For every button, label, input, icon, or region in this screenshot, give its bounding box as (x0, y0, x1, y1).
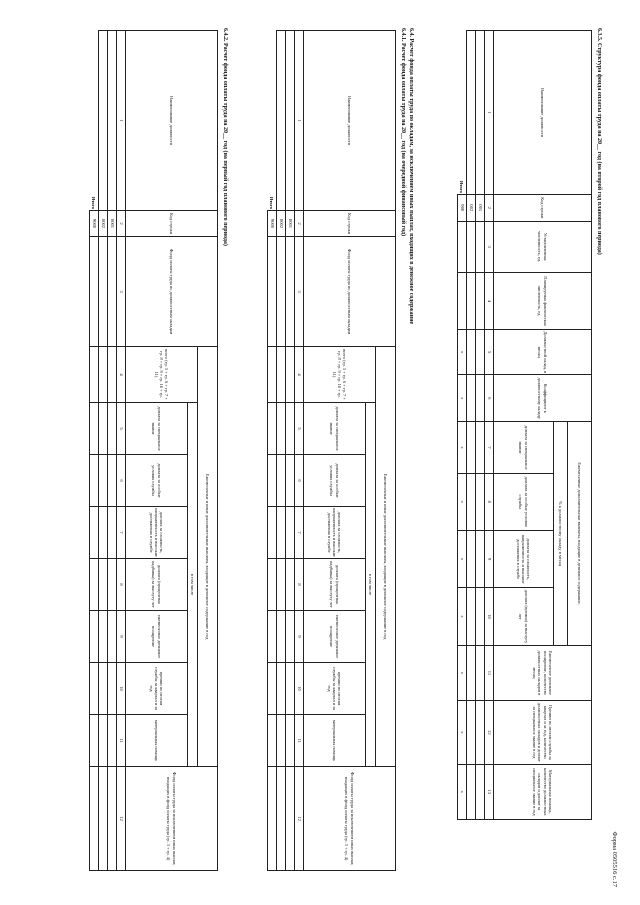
column-number: 10 (485, 588, 494, 645)
column-number: 4 (117, 347, 126, 403)
header-seniority-pay: доплата (премия) за выслугу лет (494, 588, 554, 645)
header-planned-count: Планируемая фактическая численность, ед. (494, 272, 592, 329)
header-special-conditions-pay: доплата за особые условия службы (494, 473, 554, 530)
header-quarterly-bonus: премии по итогам службы за квартал и за год (304, 663, 366, 715)
section-title-6-4-1: 6.4.1. Расчет фонда оплаты труда на 20__ год (на очередной финансовый год) (400, 28, 406, 237)
column-number: 10 (117, 663, 126, 715)
column-number: 13 (485, 764, 494, 819)
header-line-code: Код строки (304, 211, 396, 237)
x-mark: x (458, 588, 467, 645)
table-row (467, 31, 476, 820)
total-row (268, 31, 277, 871)
line-code: 0001 (286, 211, 295, 237)
x-mark: x (458, 422, 467, 473)
header-percent-of-salary: % к должностному окладу в месяц (554, 422, 568, 645)
line-code: 001 (476, 194, 485, 221)
header-material-aid: материальная помощь (304, 715, 366, 767)
total-label: Итого (458, 31, 467, 195)
header-salary-fund: Фонд оплаты труда по должностным окладам (304, 237, 396, 347)
header-total-sum: всего (гр. 5 + гр. 6 + гр. 7 + гр. 8 + гр. 9 + гр. 10 + гр. 11) (304, 347, 376, 403)
header-monthly-extra-payments: Ежемесячные дополнительные выплаты, входящие в денежное содержание, (568, 422, 592, 645)
table-row (277, 31, 286, 871)
column-number: 5 (117, 403, 126, 455)
total-row (90, 31, 99, 871)
header-seniority-pay: доплата (процентная надбавка) за выслугу лет (304, 559, 366, 611)
header-material-aid: материальная помощь (126, 715, 188, 767)
column-number: 5 (295, 403, 304, 455)
header-including: в том числе (366, 403, 376, 767)
header-fund-excluding-other: Фонд оплаты труда за исключением иных выплат, входящих в фонд оплаты труда (гр. 3 + гр. 4) (304, 767, 396, 871)
header-total-sum: всего (гр. 5 + гр. 6 + гр. 7 + гр. 8 + гр. 9 + гр. 10 + гр. 11) (126, 347, 198, 403)
section-title-6-4: 6.4. Расчет фонда оплаты труда по окладам, за исключением иных выплат, входящих в денежное содержание (408, 28, 414, 325)
column-number: 8 (117, 559, 126, 611)
column-number: 6 (485, 375, 494, 422)
header-special-rank-pay: доплата за специальное звание (494, 422, 554, 473)
header-line-code: Код строки (126, 211, 218, 237)
column-number: 3 (117, 237, 126, 347)
header-monthly-bonus: ежемесячное денежное поощрение (304, 611, 366, 663)
header-monthly-extra-payments: Ежемесячные и иные дополнительные выплаты, входящие в денежное содержание в год (198, 347, 218, 767)
header-line-code: Код строки (494, 194, 592, 221)
column-number: 8 (485, 473, 494, 530)
column-number: 3 (295, 237, 304, 347)
header-salary-fund: Фонд оплаты труда по должностным окладам (126, 237, 218, 347)
header-fund-excluding-other: Фонд оплаты труда за исключением иных выплат, входящих в фонд оплаты труда (гр. 3 + гр. 4) (126, 767, 218, 871)
column-number: 11 (295, 715, 304, 767)
header-salary-coefficient: Коэффициент к должностному окладу (494, 375, 592, 422)
header-quarterly-bonus: Премии по итогам службы за квартал и за год, количество должностных окладов и доплат за специальное звание в год (494, 701, 592, 765)
column-number: 2 (117, 211, 126, 237)
header-monthly-extra-payments: Ежемесячные и иные дополнительные выплаты, входящие в денежное содержание в год (376, 347, 396, 767)
column-number: 6 (117, 455, 126, 507)
column-number: 2 (485, 194, 494, 221)
x-mark: x (458, 645, 467, 700)
salary-fund-table-current-year (267, 30, 396, 871)
table-row (99, 31, 108, 871)
header-quarterly-bonus: премии по итогам службы за квартал и за год (126, 663, 188, 715)
line-code: 0002 (99, 211, 108, 237)
column-number: 1 (485, 31, 494, 195)
header-monthly-bonus: ежемесячное денежное поощрение (126, 611, 188, 663)
column-number: 12 (295, 767, 304, 871)
header-complexity-pay: доплата за сложность, напряженность и высокие достижения в службе (126, 507, 188, 559)
header-position: Наименование должности (126, 31, 218, 211)
header-position: Наименование должности (494, 31, 592, 195)
header-special-rank-pay: доплата за специальное звание (126, 403, 188, 455)
column-number: 3 (485, 221, 494, 272)
header-monthly-salary: Должностной оклад, в месяц (494, 330, 592, 375)
x-mark: x (458, 375, 467, 422)
column-number: 7 (295, 507, 304, 559)
header-complexity-pay: доплата за сложность, напряженность и высокие достижения в службе (494, 530, 554, 587)
column-number: 2 (295, 211, 304, 237)
header-complexity-pay: доплата за сложность, напряженность и высокие достижения в службе (304, 507, 366, 559)
line-code: 0001 (108, 211, 117, 237)
x-mark: x (458, 473, 467, 530)
header-monthly-bonus: Ежемесячное денежное поощрение, количество должностных окладов в месяц (494, 645, 592, 700)
column-number: 9 (117, 611, 126, 663)
column-number: 7 (485, 422, 494, 473)
column-number: 7 (117, 507, 126, 559)
column-number: 12 (117, 767, 126, 871)
table-row (476, 31, 485, 820)
column-number: 5 (485, 330, 494, 375)
column-number: 9 (295, 611, 304, 663)
table-row (286, 31, 295, 871)
column-number: 11 (117, 715, 126, 767)
form-reference: Форма 0505516 с.17 (611, 831, 618, 887)
total-row (458, 31, 467, 820)
column-number: 12 (485, 701, 494, 765)
column-number: 9 (485, 530, 494, 587)
header-position: Наименование должности (304, 31, 396, 211)
total-label: Итого (268, 31, 277, 211)
line-code: 0002 (277, 211, 286, 237)
table-row (108, 31, 117, 871)
header-established-count: Установленная численность, ед. (494, 221, 592, 272)
total-code: 900 (458, 194, 467, 221)
column-number: 6 (295, 455, 304, 507)
line-code: 002 (467, 194, 476, 221)
header-special-conditions-pay: доплата за особые условия службы (304, 455, 366, 507)
header-material-aid: Материальная помощь, количество должностных окладов и доплат за специальное звание в год (494, 764, 592, 819)
column-number: 8 (295, 559, 304, 611)
x-mark: x (458, 701, 467, 765)
x-mark: x (458, 530, 467, 587)
column-number: 4 (485, 272, 494, 329)
column-number: 10 (295, 663, 304, 715)
header-including: в том числе (188, 403, 198, 767)
total-label: Итого (90, 31, 99, 211)
header-seniority-pay: доплата (процентная надбавка) за выслугу лет (126, 559, 188, 611)
salary-fund-table-first-plan-year (89, 30, 218, 871)
column-number: 11 (485, 645, 494, 700)
section-title-6-4-2: 6.4.2. Расчет фонда оплаты труда на 20__ год (на первый год планового периода) (222, 28, 228, 246)
salary-structure-table (457, 30, 592, 820)
x-mark: x (458, 330, 467, 375)
total-code: 9000 (90, 211, 99, 237)
total-code: 9000 (268, 211, 277, 237)
column-number: 1 (295, 31, 304, 211)
x-mark: x (458, 764, 467, 819)
header-special-rank-pay: доплата за специальное звание (304, 403, 366, 455)
section-title-6-3-5: 6.3.5. Структура фонда оплаты труда на 20__ год (на второй год планового периода) (596, 28, 602, 255)
column-number: 1 (117, 31, 126, 211)
header-special-conditions-pay: доплата за особые условия службы (126, 455, 188, 507)
column-number: 4 (295, 347, 304, 403)
